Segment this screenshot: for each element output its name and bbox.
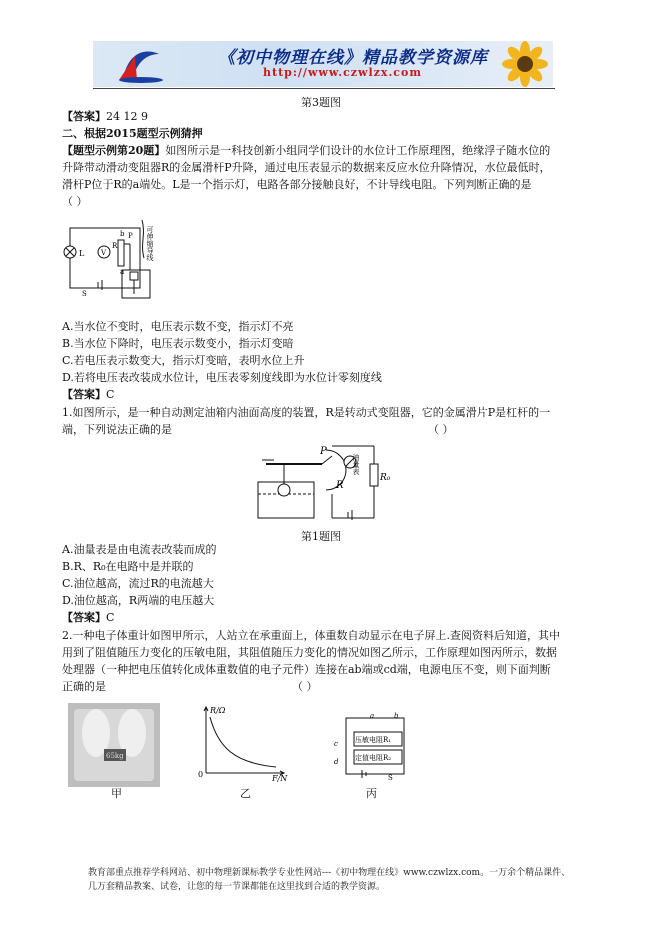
example20-line1 bbox=[62, 142, 550, 159]
q1-line1: 1.如图所示，是一种自动测定油箱内油面高度的装置，R是转动式变阻器，它的金属滑片P是杠杆的一 bbox=[62, 406, 551, 419]
fig-label-a: a bbox=[120, 268, 125, 276]
header-banner bbox=[93, 41, 553, 87]
circuit-r2: 定值电阻R₂ bbox=[355, 754, 392, 762]
q2-line1: 2.一种电子体重计如图甲所示，人站立在承重面上，体重数自动显示在电子屏上.查阅资料后知道，其中 bbox=[62, 629, 560, 642]
example20-line2: 升降带动滑动变阻器R的金属滑杆P升降，通过电压表显示的数据来反应水位升降情况，水位最低时， bbox=[62, 161, 551, 174]
q2-line2: 用到了阻值随压力变化的压敏电阻，其阻值随压力变化的情况如图乙所示，工作原理如图丙所示，数据 bbox=[62, 646, 557, 659]
example20-option-c: C.若电压表示数变大，指示灯变暗，表明水位上升 bbox=[62, 354, 305, 367]
example20-line3: 滑杆P位于R的a端处。L是一个指示灯，电路各部分接触良好，不计导线电阻。下列判断正确的是 bbox=[62, 178, 532, 191]
fig-yi-label: 乙 bbox=[240, 787, 251, 800]
q1-answer bbox=[62, 609, 114, 626]
circuit-d: d bbox=[334, 758, 339, 766]
q1-caption: 第1题图 bbox=[301, 530, 341, 543]
fig-label-V: V bbox=[101, 249, 107, 257]
example20-option-a: A.当水位不变时，电压表示数不变，指示灯不亮 bbox=[62, 320, 294, 333]
oil-gauge-figure bbox=[252, 438, 402, 524]
logo-icon bbox=[115, 44, 165, 84]
answer-value: C bbox=[106, 388, 115, 401]
fig-label-P: P bbox=[320, 446, 327, 457]
fig-jia-label: 甲 bbox=[111, 787, 122, 800]
banner-url: http://www.czwlzx.com bbox=[263, 66, 422, 79]
circuit-c: c bbox=[334, 740, 338, 748]
q2-line4: 正确的是 bbox=[62, 680, 106, 693]
circuit-a: a bbox=[370, 712, 375, 720]
graph-origin: 0 bbox=[198, 770, 204, 779]
footer-line2: 几万套精品教案、试卷，让您的每一节课都能在这里找到合适的教学资源。 bbox=[88, 882, 386, 892]
fig-label-R: R bbox=[336, 480, 344, 491]
graph-ylabel: R/Ω bbox=[210, 706, 226, 715]
q1-option-b: B.R、R₀在电路中是并联的 bbox=[62, 560, 194, 573]
fig-bing-label: 丙 bbox=[366, 787, 377, 800]
q1-line2: 端，下列说法正确的是 bbox=[62, 423, 172, 436]
q1-option-a: A.油量表是由电流表改装而成的 bbox=[62, 543, 217, 556]
example20-answer bbox=[62, 386, 114, 403]
footer-line1: 教育部重点推荐学科网站、初中物理新课标教学专业性网站---《初中物理在线》www.czwlzx.com。一万余个精品课件、 bbox=[88, 868, 571, 878]
q1-option-d: D.油位越高，R两端的电压越大 bbox=[62, 594, 215, 607]
water-level-circuit-figure bbox=[62, 214, 172, 304]
fig-label-L: L bbox=[79, 249, 85, 258]
scale-photo-figure bbox=[68, 703, 160, 787]
answer-label: 【答案】 bbox=[62, 388, 106, 401]
circuit-r1: 压敏电阻R₁ bbox=[355, 736, 392, 744]
fig-label-b: b bbox=[120, 230, 125, 238]
example-line1-text: 如图所示是一科技创新小组同学们设计的水位计工作原理图，绝缘浮子随水位的 bbox=[165, 144, 551, 157]
banner-title: 《初中物理在线》精品教学资源库 bbox=[218, 48, 488, 68]
fig-label-R: R bbox=[112, 242, 118, 250]
answer-values: 24 12 9 bbox=[106, 110, 148, 123]
answer-label: 【答案】 bbox=[62, 110, 106, 123]
fig-label-meter: 油量表 bbox=[352, 454, 360, 475]
section-heading: 二、根据2015题型示例猜押 bbox=[62, 127, 203, 140]
example20-option-d: D.若将电压表改装成水位计，电压表零刻度线即为水位计零刻度线 bbox=[62, 371, 382, 384]
graph-xlabel: F/N bbox=[272, 774, 288, 783]
circuit-s: S bbox=[388, 774, 393, 782]
resistance-force-graph bbox=[192, 703, 292, 783]
scale-screen: 65kg bbox=[106, 752, 124, 760]
example-label: 【题型示例第20题】 bbox=[62, 144, 166, 157]
q1-option-c: C.油位越高，流过R的电流越大 bbox=[62, 577, 214, 590]
fig-label-P: P bbox=[128, 232, 133, 240]
q2-blank: （ ） bbox=[292, 680, 318, 693]
circuit-b: b bbox=[394, 712, 399, 720]
sunflower-icon bbox=[495, 41, 553, 87]
answer-value: C bbox=[106, 611, 115, 624]
fig-label-side: 可伸缩导线 bbox=[146, 226, 154, 261]
fig-label-S: S bbox=[82, 290, 87, 298]
header-divider bbox=[93, 88, 555, 89]
q3-caption: 第3题图 bbox=[301, 96, 341, 109]
scale-circuit-figure bbox=[322, 710, 412, 784]
example20-option-b: B.当水位下降时，电压表示数变小，指示灯变暗 bbox=[62, 337, 294, 350]
q3-answer bbox=[62, 108, 148, 125]
q2-line3: 处理器（一种把电压值转化成体重数值的电子元件）连接在ab端或cd端，电源电压不变，则下面判断 bbox=[62, 663, 551, 676]
answer-label: 【答案】 bbox=[62, 611, 106, 624]
q1-blank: （ ） bbox=[428, 423, 454, 436]
fig-label-R0: R₀ bbox=[380, 473, 391, 483]
example20-blank: （ ） bbox=[62, 195, 88, 208]
